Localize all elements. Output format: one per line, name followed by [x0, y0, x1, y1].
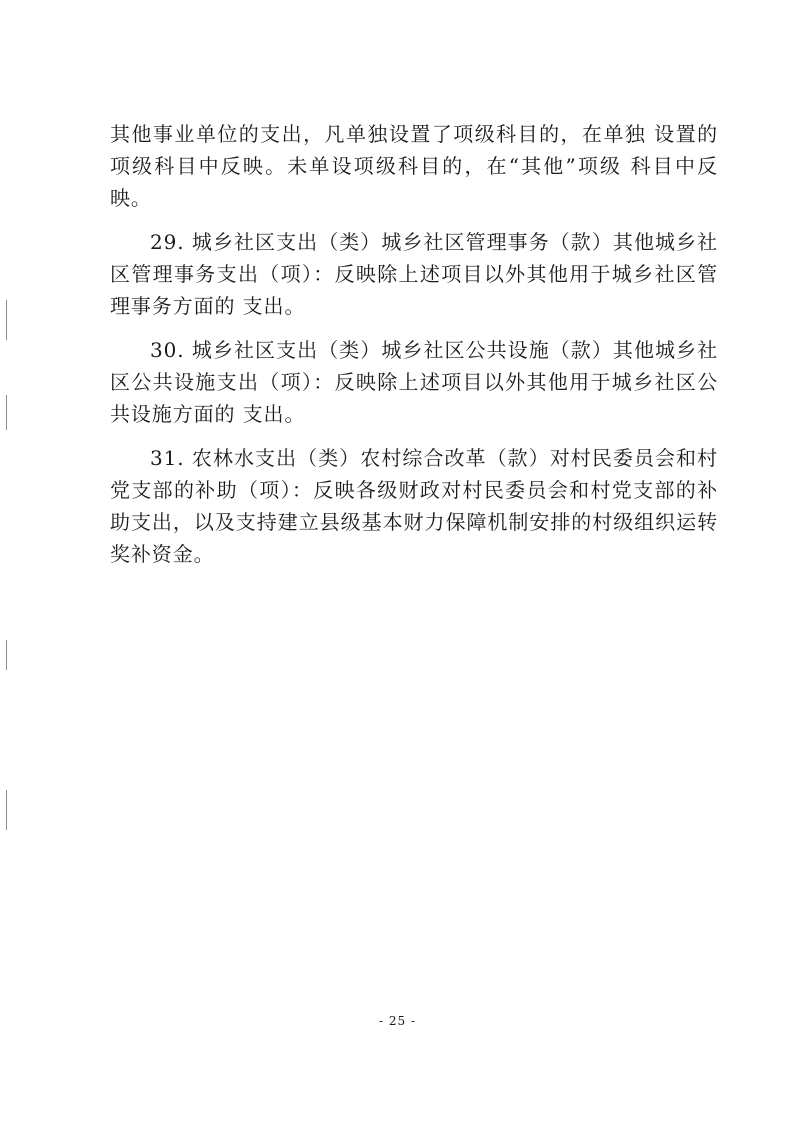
- paragraph-item-30: 30. 城乡社区支出（类）城乡社区公共设施（款）其他城乡社区公共设施支出（项）：反映除上述项目以外其他用于城乡社区公共设施方面的 支出。: [110, 338, 718, 426]
- scan-edge-mark: [6, 300, 7, 340]
- paragraph-item-31: 31. 农林水支出（类）农村综合改革（款）对村民委员会和村党支部的补助（项）：反映各级财政对村民委员会和村党支部的补助支出，以及支持建立县级基本财力保障机制安排的村级组织运转奖补资金。: [110, 446, 718, 566]
- scan-edge-mark: [6, 790, 7, 830]
- paragraph-continuation: 其他事业单位的支出，凡单独设置了项级科目的，在单独 设置的项级科目中反映。未单设项级科目的，在“其他”项级 科目中反映。: [110, 122, 718, 210]
- body-text: [110, 118, 718, 582]
- scan-edge-mark: [6, 395, 7, 430]
- paragraph-item-29: 29. 城乡社区支出（类）城乡社区管理事务（款）其他城乡社区管理事务支出（项）：反映除上述项目以外其他用于城乡社区管理事务方面的 支出。: [110, 230, 718, 318]
- page-number: - 25 -: [378, 1014, 416, 1028]
- scan-edge-mark: [6, 640, 7, 670]
